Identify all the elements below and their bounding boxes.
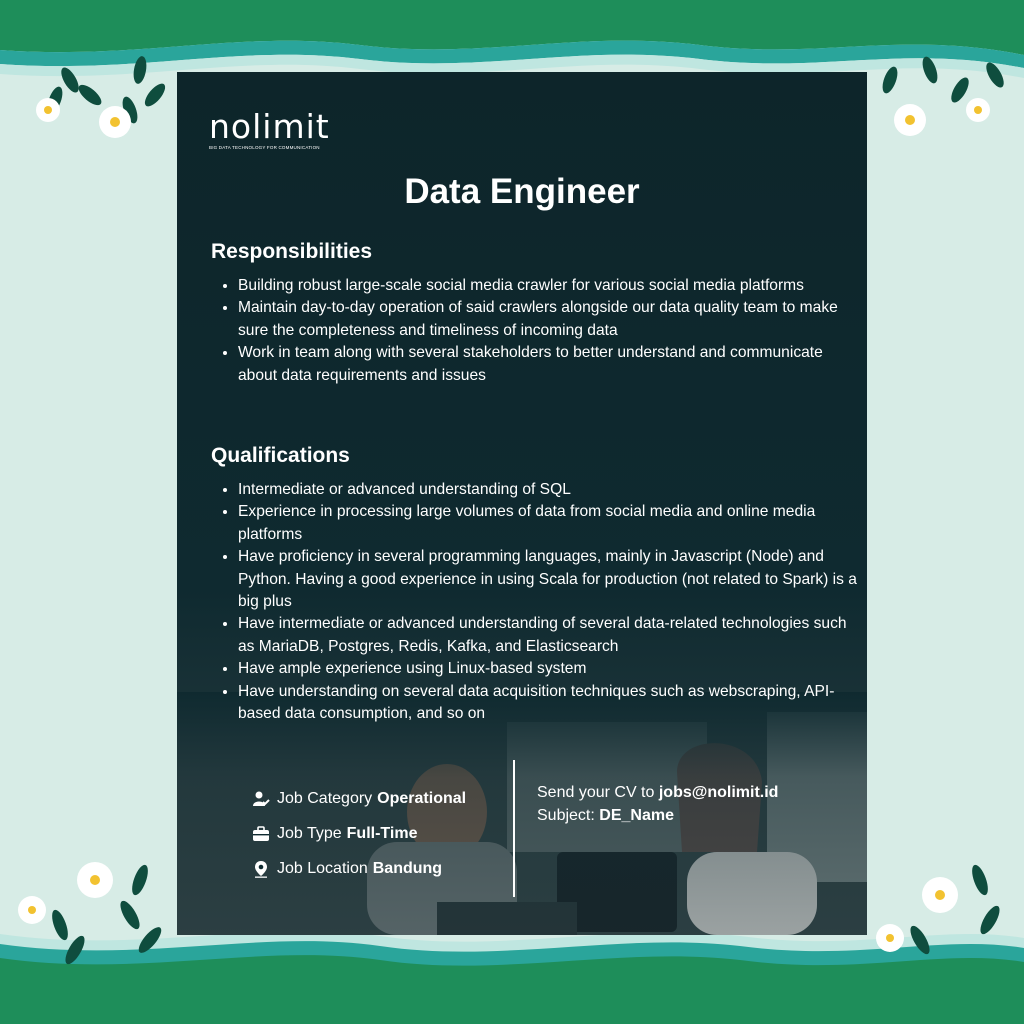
top-left-floral-decoration [10,40,180,160]
job-posting-card [177,72,867,935]
contact-email[interactable]: jobs@nolimit.id [658,784,779,801]
responsibilities-list [211,275,858,387]
qualifications-heading: Qualifications [211,444,350,467]
job-details [251,781,466,886]
logo-text: nolimit [209,107,330,146]
job-location-label: Job Location [277,859,368,877]
subject-label: Subject: [537,807,595,824]
list-item: • Intermediate or advanced understanding of SQL [238,479,858,501]
brand-logo [209,107,330,150]
job-location-value: Bandung [372,859,443,877]
list-item: • Have intermediate or advanced understanding of several data-related technologies such as MariaDB, Postgres, Redis, Kafka, and Elasticsearch [238,613,858,658]
top-right-floral-decoration [860,40,1020,160]
map-pin-icon [251,859,271,879]
job-title: Data Engineer [404,172,640,211]
logo-tagline: BIG DATA TECHNOLOGY FOR COMMUNICATION [209,145,320,150]
job-category-row [251,781,466,816]
subject-line [537,804,778,827]
send-cv-line [537,781,778,804]
list-item: • Work in team along with several stakeholders to better understand and communicate about data requirements and issues [238,342,858,387]
list-item: • Building robust large-scale social media crawler for various social media platforms [238,275,858,297]
job-type-row [251,816,466,851]
bottom-right-floral-decoration [860,850,1020,980]
responsibilities-heading: Responsibilities [211,240,373,263]
list-item: • Have understanding on several data acquisition techniques such as webscraping, API-based data consumption, and so on [238,681,858,726]
job-location-row [251,851,466,886]
list-item: • Have proficiency in several programming languages, mainly in Javascript (Node) and Python. Having a good experience in using Scala for production (not related to Spark) is a big plus [238,546,858,613]
contact-info [537,781,778,827]
job-type-value: Full-Time [346,824,418,842]
subject-value: DE_Name [599,807,674,824]
job-category-label: Job Category [277,789,373,807]
job-type-label: Job Type [277,824,342,842]
vertical-divider [513,760,515,897]
bottom-left-floral-decoration [0,850,180,980]
job-category-value: Operational [377,789,467,807]
list-item: • Maintain day-to-day operation of said crawlers alongside our data quality team to make sure the completeness and timeliness of incoming data [238,297,858,342]
user-check-icon [251,789,271,809]
qualifications-list [211,479,858,725]
list-item: • Experience in processing large volumes of data from social media and online media platforms [238,501,858,546]
list-item: • Have ample experience using Linux-based system [238,658,858,680]
send-cv-label: Send your CV to [537,784,655,801]
briefcase-icon [251,824,271,844]
